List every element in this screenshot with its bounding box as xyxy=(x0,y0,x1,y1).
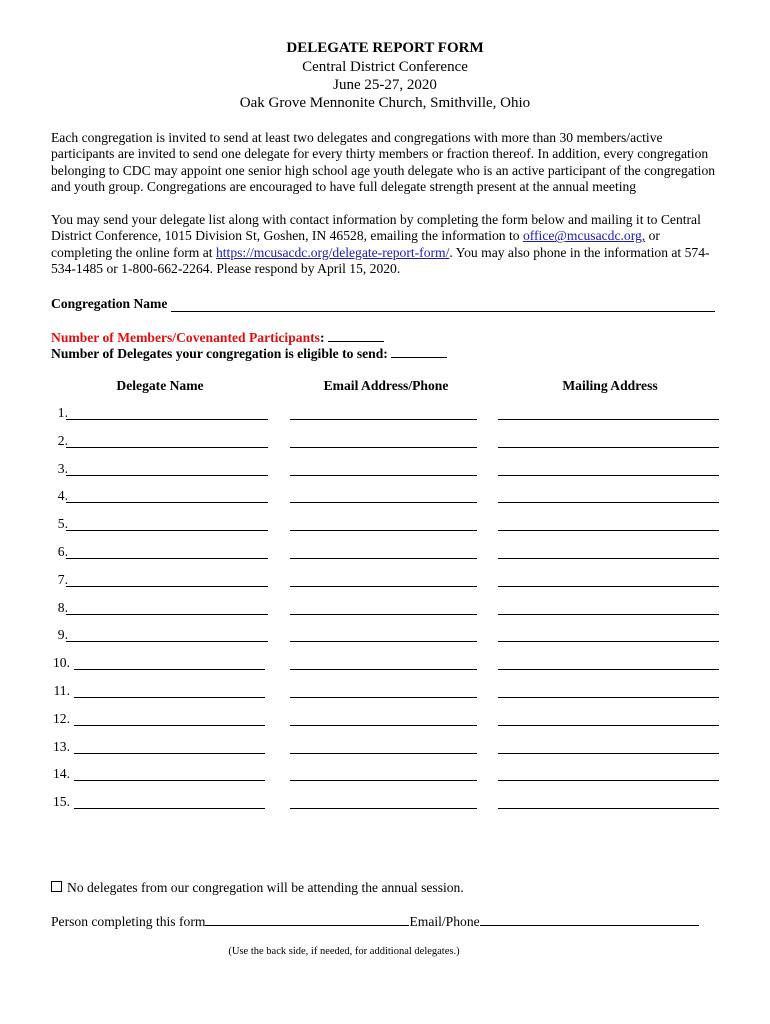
delegate-name-field[interactable] xyxy=(66,558,268,559)
conference-name: Central District Conference xyxy=(302,59,468,75)
delegate-name-field[interactable] xyxy=(66,530,268,531)
email-phone-field[interactable] xyxy=(290,502,477,503)
mailing-address-field[interactable] xyxy=(498,502,719,503)
row-number: 4. xyxy=(57,488,68,504)
email-phone-field[interactable] xyxy=(290,558,477,559)
mailing-address-field[interactable] xyxy=(498,447,719,448)
table-row xyxy=(0,405,770,433)
no-delegates-label: No delegates from our congregation will be attending the annual session. xyxy=(67,880,464,895)
email-phone-field[interactable] xyxy=(290,447,477,448)
mailing-address-field[interactable] xyxy=(498,808,719,809)
table-row xyxy=(0,488,770,516)
delegate-name-field[interactable] xyxy=(74,808,265,809)
row-number: 8. xyxy=(57,599,68,615)
email-link[interactable]: office@mcusacdc.org, xyxy=(522,228,646,244)
eligible-row xyxy=(51,345,447,362)
members-colon: : xyxy=(319,330,328,345)
email-phone-field[interactable] xyxy=(290,641,477,642)
column-email-phone: Email Address/Phone xyxy=(323,378,449,393)
email-phone-field[interactable] xyxy=(290,586,477,587)
intro-text-part2: or completing the online form at xyxy=(51,228,660,260)
back-side-note: (Use the back side, if needed, for additional delegates.) xyxy=(228,946,460,957)
row-number: 13. xyxy=(53,738,70,754)
row-number: 15. xyxy=(53,794,70,810)
delegate-name-field[interactable] xyxy=(66,586,268,587)
email-phone-field[interactable] xyxy=(290,614,477,615)
email-phone-field[interactable] xyxy=(290,808,477,809)
table-row xyxy=(0,600,770,628)
email-phone-field[interactable] xyxy=(290,725,477,726)
row-number: 10. xyxy=(53,655,70,671)
table-row xyxy=(0,766,770,794)
person-email-phone-field[interactable] xyxy=(480,913,699,926)
delegate-name-field[interactable] xyxy=(66,475,268,476)
delegate-name-field[interactable] xyxy=(74,780,265,781)
mailing-address-field[interactable] xyxy=(498,530,719,531)
person-field[interactable] xyxy=(205,913,409,926)
mailing-address-field[interactable] xyxy=(498,697,719,698)
conference-location: Oak Grove Mennonite Church, Smithville, Ohio xyxy=(239,95,531,111)
email-phone-field[interactable] xyxy=(290,530,477,531)
row-number: 1. xyxy=(57,405,68,420)
mailing-address-field[interactable] xyxy=(498,475,719,476)
table-row xyxy=(0,655,770,683)
row-number: 2. xyxy=(57,432,68,448)
row-number: 5. xyxy=(57,516,68,532)
email-phone-field[interactable] xyxy=(290,697,477,698)
delegate-name-field[interactable] xyxy=(66,641,268,642)
table-row xyxy=(0,683,770,711)
mailing-address-field[interactable] xyxy=(498,725,719,726)
table-row xyxy=(0,711,770,739)
column-mailing-address: Mailing Address xyxy=(562,378,658,393)
mailing-address-field[interactable] xyxy=(498,780,719,781)
intro-paragraph-1: Each congregation is invited to send at least two delegates and congregations with more than 30 members/active participants are invited to send one delegate for every thirty members or fraction thereof. In addition, every congregation belonging to CDC may appoint one senior high school age youth delegate who is an active participant of the congregation and youth group. Congregations are encouraged to have full delegate strength present at the annual meeting xyxy=(51,130,716,195)
members-count-field[interactable] xyxy=(328,329,384,342)
mailing-address-field[interactable] xyxy=(498,558,719,559)
eligible-label: Number of Delegates your congregation is eligible to send: xyxy=(51,346,392,361)
row-number: 9. xyxy=(57,627,68,643)
mailing-address-field[interactable] xyxy=(498,586,719,587)
delegate-name-field[interactable] xyxy=(74,753,265,754)
conference-dates: June 25-27, 2020 xyxy=(333,77,437,93)
row-number: 7. xyxy=(57,571,68,587)
delegate-name-field[interactable] xyxy=(74,669,265,670)
delegate-name-field[interactable] xyxy=(66,419,268,420)
intro-text-part1: You may send your delegate list along with contact information by completing the form below and mailing it to Central District Conference, 1015 Division St, Goshen, IN 46528, emailing the information to xyxy=(51,212,701,244)
email-phone-field[interactable] xyxy=(290,753,477,754)
person-completing-row xyxy=(51,913,699,930)
congregation-name-field[interactable] xyxy=(171,311,715,312)
table-row xyxy=(0,544,770,572)
delegate-name-field[interactable] xyxy=(74,697,265,698)
intro-text-part3: . You may also phone in the information at 574-534-1485 or 1-800-662-2264. Please respond by April 15, 2020. xyxy=(51,244,710,277)
no-delegates-option[interactable] xyxy=(51,880,464,896)
person-label: Person completing this form xyxy=(51,914,206,929)
online-form-link[interactable]: https://mcusacdc.org/delegate-report-form/ xyxy=(215,244,450,260)
row-number: 3. xyxy=(57,460,68,476)
mailing-address-field[interactable] xyxy=(498,641,719,642)
column-delegate-name: Delegate Name xyxy=(116,378,204,393)
row-number: 12. xyxy=(53,710,70,726)
mailing-address-field[interactable] xyxy=(498,669,719,670)
eligible-count-field[interactable] xyxy=(391,345,447,358)
delegate-name-field[interactable] xyxy=(66,614,268,615)
row-number: 11. xyxy=(53,683,70,698)
table-row xyxy=(0,739,770,767)
email-phone-label: Email/Phone xyxy=(409,914,480,929)
congregation-name-label: Congregation Name xyxy=(51,296,168,311)
table-row xyxy=(0,794,770,822)
members-row xyxy=(51,329,384,346)
mailing-address-field[interactable] xyxy=(498,419,719,420)
delegate-name-field[interactable] xyxy=(66,447,268,448)
intro-paragraph-2 xyxy=(51,212,723,278)
table-row xyxy=(0,461,770,489)
row-number: 6. xyxy=(57,544,68,559)
delegate-name-field[interactable] xyxy=(74,725,265,726)
table-row xyxy=(0,572,770,600)
members-label: Number of Members/Covenanted Participants xyxy=(51,330,320,345)
form-title: DELEGATE REPORT FORM xyxy=(286,40,484,56)
table-row xyxy=(0,433,770,461)
email-phone-field[interactable] xyxy=(290,669,477,670)
email-phone-field[interactable] xyxy=(290,780,477,781)
mailing-address-field[interactable] xyxy=(498,614,719,615)
table-row xyxy=(0,516,770,544)
checkbox[interactable] xyxy=(51,881,62,892)
table-row xyxy=(0,627,770,655)
row-number: 14. xyxy=(53,766,70,782)
delegate-name-field[interactable] xyxy=(66,502,268,503)
mailing-address-field[interactable] xyxy=(498,753,719,754)
email-phone-field[interactable] xyxy=(290,475,477,476)
email-phone-field[interactable] xyxy=(290,419,477,420)
